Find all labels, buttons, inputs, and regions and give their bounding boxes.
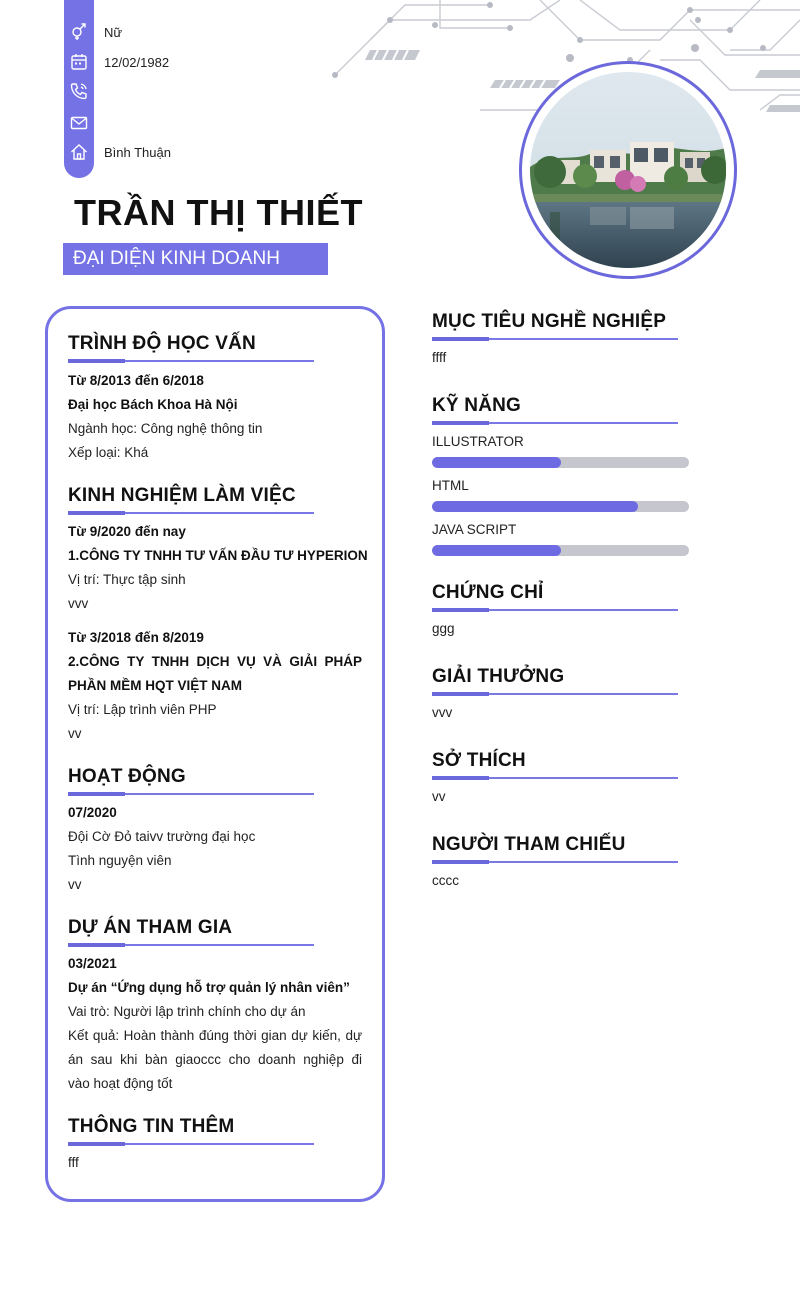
experience-1-role: Vị trí: Thực tập sinh bbox=[68, 572, 186, 587]
references-underline bbox=[432, 861, 678, 863]
contact-gender: Nữ bbox=[104, 25, 123, 40]
education-period: Từ 8/2013 đến 6/2018 bbox=[68, 373, 204, 388]
skill-bar bbox=[432, 457, 689, 468]
project-name: Dự án “Ứng dụng hỗ trợ quản lý nhân viên” bbox=[68, 980, 350, 995]
activities-underline bbox=[68, 793, 314, 795]
experience-2-company-line2: PHẦN MỀM HQT VIỆT NAM bbox=[68, 678, 242, 693]
experience-1-company: 1.CÔNG TY TNHH TƯ VẤN ĐẦU TƯ HYPERION bbox=[68, 548, 368, 563]
education-heading: TRÌNH ĐỘ HỌC VẤN bbox=[68, 333, 256, 354]
experience-2-period: Từ 3/2018 đến 8/2019 bbox=[68, 630, 204, 645]
activities-role: Tình nguyện viên bbox=[68, 853, 172, 868]
experience-heading: KINH NGHIỆM LÀM VIỆC bbox=[68, 485, 296, 506]
certificates-underline bbox=[432, 609, 678, 611]
experience-underline bbox=[68, 512, 314, 514]
hobbies-heading: SỞ THÍCH bbox=[432, 750, 526, 771]
project-result-line2: án sau khi bàn giaoccc cho doanh nghiệp đi bbox=[68, 1052, 362, 1067]
hobbies-underline bbox=[432, 777, 678, 779]
candidate-name: TRẦN THỊ THIẾT bbox=[74, 192, 363, 233]
skill-bar bbox=[432, 545, 689, 556]
hobbies-text: vv bbox=[432, 789, 446, 804]
phone-icon bbox=[70, 82, 88, 100]
skill-bar-fill bbox=[432, 545, 561, 556]
activities-desc: vv bbox=[68, 877, 82, 892]
objective-heading: MỤC TIÊU NGHỀ NGHIỆP bbox=[432, 311, 667, 332]
education-school: Đại học Bách Khoa Hà Nội bbox=[68, 397, 238, 412]
contact-address: Bình Thuận bbox=[104, 145, 171, 160]
extra-underline bbox=[68, 1143, 314, 1145]
certificates-heading: CHỨNG CHỈ bbox=[432, 582, 544, 603]
awards-text: vvv bbox=[432, 705, 453, 720]
skill-bar-fill bbox=[432, 457, 561, 468]
project-result-line1: Kết quả: Hoàn thành đúng thời gian dự kiến, dự bbox=[68, 1028, 362, 1043]
skill-label: HTML bbox=[432, 478, 469, 493]
experience-1-desc: vvv bbox=[68, 596, 89, 611]
experience-2-desc: vv bbox=[68, 726, 82, 741]
skills-heading: KỸ NĂNG bbox=[432, 395, 522, 416]
projects-underline bbox=[68, 944, 314, 946]
extra-heading: THÔNG TIN THÊM bbox=[68, 1116, 235, 1137]
projects-heading: DỰ ÁN THAM GIA bbox=[68, 917, 233, 938]
education-major: Ngành học: Công nghệ thông tin bbox=[68, 421, 263, 436]
education-underline bbox=[68, 360, 314, 362]
activities-heading: HOẠT ĐỘNG bbox=[68, 766, 186, 787]
calendar-icon bbox=[70, 53, 88, 71]
awards-heading: GIẢI THƯỞNG bbox=[432, 666, 565, 687]
activities-org: Đội Cờ Đỏ taivv trường đại học bbox=[68, 829, 256, 844]
skills-underline bbox=[432, 422, 678, 424]
certificates-text: ggg bbox=[432, 621, 455, 636]
project-date: 03/2021 bbox=[68, 956, 117, 971]
awards-underline bbox=[432, 693, 678, 695]
objective-underline bbox=[432, 338, 678, 340]
activities-date: 07/2020 bbox=[68, 805, 117, 820]
profile-photo bbox=[530, 72, 726, 268]
skill-bar bbox=[432, 501, 689, 512]
education-rank: Xếp loại: Khá bbox=[68, 445, 149, 460]
mail-icon bbox=[70, 114, 88, 132]
project-role: Vai trò: Người lập trình chính cho dự án bbox=[68, 1004, 306, 1019]
contact-birthdate: 12/02/1982 bbox=[104, 55, 170, 70]
experience-2-company-line1: 2.CÔNG TY TNHH DỊCH VỤ VÀ GIẢI PHÁP bbox=[68, 654, 362, 669]
skill-label: JAVA SCRIPT bbox=[432, 522, 517, 537]
gender-icon bbox=[70, 23, 88, 41]
left-column-card bbox=[45, 306, 385, 1202]
references-heading: NGƯỜI THAM CHIẾU bbox=[432, 834, 626, 855]
job-title: ĐẠI DIỆN KINH DOANH bbox=[73, 248, 280, 269]
project-result-line3: vào hoạt động tốt bbox=[68, 1076, 173, 1091]
experience-1-period: Từ 9/2020 đến nay bbox=[68, 524, 186, 539]
extra-text: fff bbox=[68, 1155, 79, 1170]
skill-label: ILLUSTRATOR bbox=[432, 434, 524, 449]
references-text: cccc bbox=[432, 873, 459, 888]
home-icon bbox=[70, 143, 88, 161]
skill-bar-fill bbox=[432, 501, 638, 512]
experience-2-role: Vị trí: Lập trình viên PHP bbox=[68, 702, 217, 717]
objective-text: ffff bbox=[432, 350, 447, 365]
job-title-badge bbox=[63, 243, 328, 275]
